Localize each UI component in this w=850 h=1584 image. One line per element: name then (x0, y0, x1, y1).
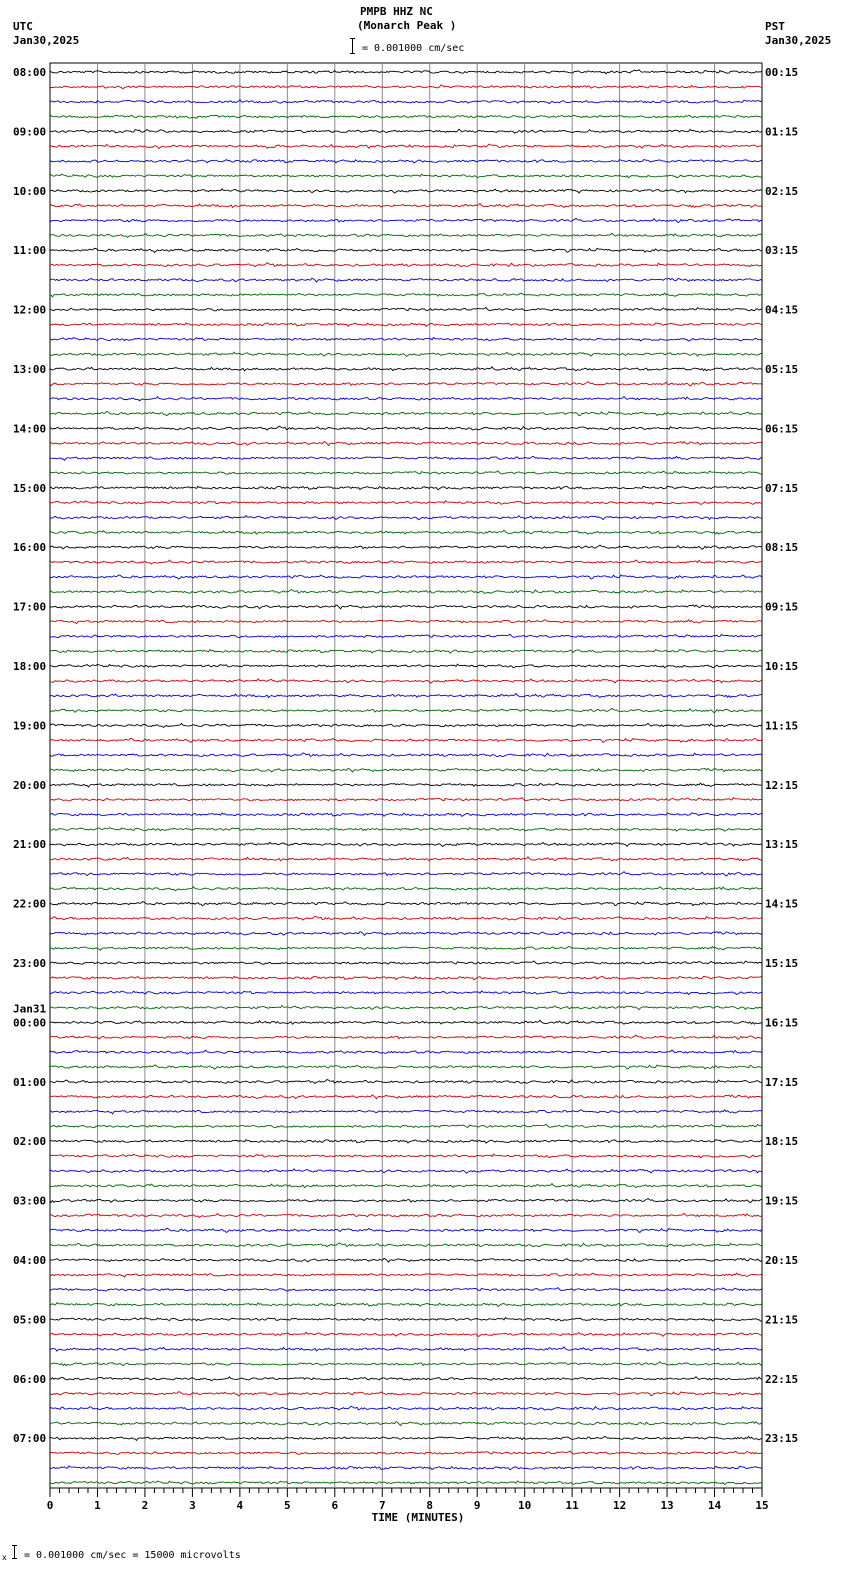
pst-hour-label: 13:15 (765, 838, 799, 852)
seismic-trace (50, 753, 762, 757)
utc-hour-label: 02:00 (13, 1135, 47, 1149)
pst-hour-label: 23:15 (765, 1432, 799, 1446)
utc-hour-label: 20:00 (13, 778, 47, 792)
seismic-trace (50, 129, 762, 133)
seismic-trace (50, 308, 762, 311)
x-tick-label: 13 (660, 1499, 674, 1512)
seismic-trace (50, 1392, 762, 1396)
x-tick-label: 15 (755, 1499, 769, 1512)
pst-hour-label: 03:15 (765, 244, 799, 258)
seismic-trace (50, 813, 762, 816)
footer-scale-prefix: x (2, 1553, 7, 1562)
pst-hour-label: 21:15 (765, 1313, 799, 1327)
seismic-trace (50, 1228, 762, 1232)
seismic-trace (50, 1154, 762, 1158)
pst-hour-label: 05:15 (765, 363, 799, 376)
pst-hour-label: 09:15 (765, 600, 799, 614)
seismic-trace (50, 352, 762, 356)
seismic-trace (50, 679, 762, 683)
x-tick-label: 3 (189, 1499, 196, 1512)
seismic-trace (50, 174, 762, 178)
seismic-trace (50, 218, 762, 222)
seismic-trace (50, 1436, 762, 1440)
pst-hour-label: 00:15 (765, 66, 799, 79)
seismic-trace (50, 1080, 762, 1084)
seismic-trace (50, 545, 762, 549)
utc-hour-label: 22:00 (13, 897, 47, 911)
seismic-trace (50, 1288, 762, 1291)
pst-hour-label: 02:15 (765, 184, 799, 198)
seismic-trace (50, 708, 762, 712)
seismic-trace (50, 1198, 762, 1202)
seismic-trace (50, 1213, 762, 1217)
seismic-trace (50, 664, 762, 668)
pst-hour-label: 19:15 (765, 1194, 799, 1208)
pst-hour-label: 18:15 (765, 1135, 799, 1149)
utc-hour-label: 13:00 (13, 363, 47, 376)
seismic-trace (50, 115, 762, 118)
seismic-trace (50, 1006, 762, 1010)
right-timezone: PST (765, 20, 785, 33)
seismic-trace (50, 1377, 762, 1381)
seismic-trace (50, 1020, 762, 1024)
seismic-trace (50, 946, 762, 950)
pst-hour-label: 17:15 (765, 1075, 799, 1089)
seismic-trace (50, 397, 762, 401)
x-tick-label: 4 (236, 1499, 244, 1512)
seismic-trace (50, 1243, 762, 1247)
x-tick-label: 8 (426, 1499, 434, 1512)
scale-label: = 0.001000 cm/sec (362, 43, 465, 54)
x-tick-label: 11 (565, 1499, 579, 1512)
pst-hour-label: 04:15 (765, 303, 799, 317)
seismic-trace (50, 293, 762, 297)
utc-hour-label: 17:00 (13, 600, 47, 614)
utc-hour-label: 06:00 (13, 1372, 47, 1386)
utc-hour-label: 09:00 (13, 125, 47, 139)
seismic-trace (50, 263, 762, 267)
seismic-trace (50, 575, 762, 579)
x-tick-label: 1 (94, 1499, 101, 1512)
x-tick-label: 5 (284, 1499, 291, 1512)
pst-hour-label: 11:15 (765, 719, 799, 733)
pst-hour-label: 16:15 (765, 1016, 799, 1030)
utc-hour-label: 16:00 (13, 541, 47, 555)
seismic-trace (50, 337, 762, 341)
seismic-trace (50, 872, 762, 876)
seismic-trace (50, 1422, 762, 1426)
seismic-trace (50, 991, 762, 995)
x-tick-label: 2 (141, 1499, 149, 1512)
station-title: PMPB HHZ NC (360, 5, 433, 18)
seismic-trace (50, 189, 762, 193)
seismic-trace (50, 1258, 762, 1262)
x-axis-label: TIME (MINUTES) (371, 1511, 465, 1524)
utc-hour-label: 01:00 (13, 1075, 47, 1089)
utc-hour-label: 19:00 (13, 719, 47, 733)
seismic-trace (50, 1169, 762, 1173)
utc-hour-label: 23:00 (13, 957, 47, 970)
seismic-trace (50, 203, 762, 207)
pst-hour-label: 12:15 (765, 778, 799, 792)
seismic-trace (50, 233, 762, 237)
x-tick-label: 0 (46, 1499, 54, 1512)
seismic-trace (50, 530, 762, 534)
seismic-trace (50, 605, 762, 609)
pst-hour-label: 10:15 (765, 660, 799, 673)
seismic-trace (50, 961, 762, 964)
seismic-trace (50, 560, 762, 564)
seismic-trace (50, 100, 762, 104)
footer-scale-bar-icon (14, 1545, 15, 1559)
utc-hour-label: 14:00 (13, 422, 47, 436)
seismic-trace (50, 916, 762, 920)
x-tick-label: 12 (612, 1499, 627, 1512)
seismic-trace (50, 323, 762, 326)
seismic-trace (50, 160, 762, 163)
left-timezone: UTC (13, 20, 33, 33)
pst-hour-label: 08:15 (765, 541, 799, 555)
seismic-trace (50, 828, 762, 832)
x-tick-label: 10 (518, 1499, 532, 1512)
x-tick-label: 7 (378, 1499, 386, 1512)
seismic-trace (50, 1184, 762, 1188)
seismic-trace (50, 976, 762, 979)
seismic-trace (50, 1095, 762, 1099)
seismic-trace (50, 798, 762, 801)
pst-hour-label: 20:15 (765, 1254, 799, 1267)
pst-hour-label: 22:15 (765, 1372, 799, 1386)
seismic-trace (50, 278, 762, 282)
seismic-trace (50, 1035, 762, 1039)
seismic-trace (50, 1065, 762, 1069)
seismic-trace (50, 442, 762, 446)
pst-hour-label: 01:15 (765, 125, 799, 139)
seismic-trace (50, 1273, 762, 1277)
pst-hour-label: 07:15 (765, 481, 799, 495)
utc-hour-label: 04:00 (13, 1254, 47, 1267)
seismic-trace (50, 412, 762, 416)
utc-hour-label: 15:00 (13, 481, 47, 495)
seismic-trace (50, 515, 762, 519)
seismic-trace (50, 783, 762, 787)
date-change-label: Jan31 (13, 1002, 47, 1016)
seismic-trace (50, 367, 762, 371)
seismic-trace (50, 70, 762, 74)
x-tick-label: 9 (473, 1499, 481, 1512)
station-location: (Monarch Peak ) (357, 19, 457, 32)
seismic-trace (50, 471, 762, 474)
seismic-trace (50, 634, 762, 637)
pst-hour-label: 15:15 (765, 957, 799, 970)
right-date: Jan30,2025 (765, 34, 832, 47)
seismic-trace (50, 1050, 762, 1054)
seismic-trace (50, 693, 762, 697)
seismic-trace (50, 1347, 762, 1351)
seismic-trace (50, 738, 762, 742)
seismic-trace (50, 768, 762, 772)
seismic-trace (50, 426, 762, 430)
utc-hour-label: 10:00 (13, 184, 47, 198)
seismic-trace (50, 842, 762, 846)
seismic-trace (50, 1451, 762, 1454)
seismic-trace (50, 650, 762, 653)
seismic-trace (50, 590, 762, 594)
footer-scale-label: = 0.001000 cm/sec = 15000 microvolts (24, 1550, 241, 1561)
left-date: Jan30,2025 (13, 34, 80, 47)
utc-hour-label: 08:00 (13, 66, 47, 79)
seismic-trace (50, 85, 762, 89)
seismic-trace (50, 1362, 762, 1366)
seismic-trace (50, 857, 762, 861)
seismic-trace (50, 1318, 762, 1322)
pst-hour-label: 06:15 (765, 422, 799, 436)
seismic-trace (50, 456, 762, 460)
seismic-trace (50, 382, 762, 386)
seismic-trace (50, 1303, 762, 1307)
seismic-trace (50, 1481, 762, 1485)
utc-hour-label: 05:00 (13, 1313, 47, 1327)
seismic-trace (50, 620, 762, 624)
utc-hour-label: 03:00 (13, 1194, 47, 1208)
x-tick-label: 6 (331, 1499, 339, 1512)
seismic-trace (50, 1110, 762, 1114)
seismic-trace (50, 1124, 762, 1127)
seismic-trace (50, 932, 762, 936)
seismic-trace (50, 486, 762, 489)
seismic-trace (50, 887, 762, 891)
seismic-trace (50, 248, 762, 252)
seismic-trace (50, 144, 762, 149)
seismic-trace (50, 501, 762, 505)
pst-hour-label: 14:15 (765, 897, 799, 911)
seismic-trace (50, 1140, 762, 1143)
seismic-trace (50, 723, 762, 727)
seismic-trace (50, 1406, 762, 1410)
utc-hour-label: 07:00 (13, 1432, 47, 1446)
seismic-trace (50, 1332, 762, 1336)
utc-hour-label: 18:00 (13, 660, 47, 673)
utc-hour-label: 21:00 (13, 838, 47, 852)
seismic-trace (50, 1466, 762, 1470)
utc-hour-label: 11:00 (13, 244, 47, 258)
x-tick-label: 14 (707, 1499, 722, 1512)
utc-hour-label: 12:00 (13, 303, 47, 317)
seismic-trace (50, 902, 762, 906)
utc-hour-label: 00:00 (13, 1016, 47, 1030)
